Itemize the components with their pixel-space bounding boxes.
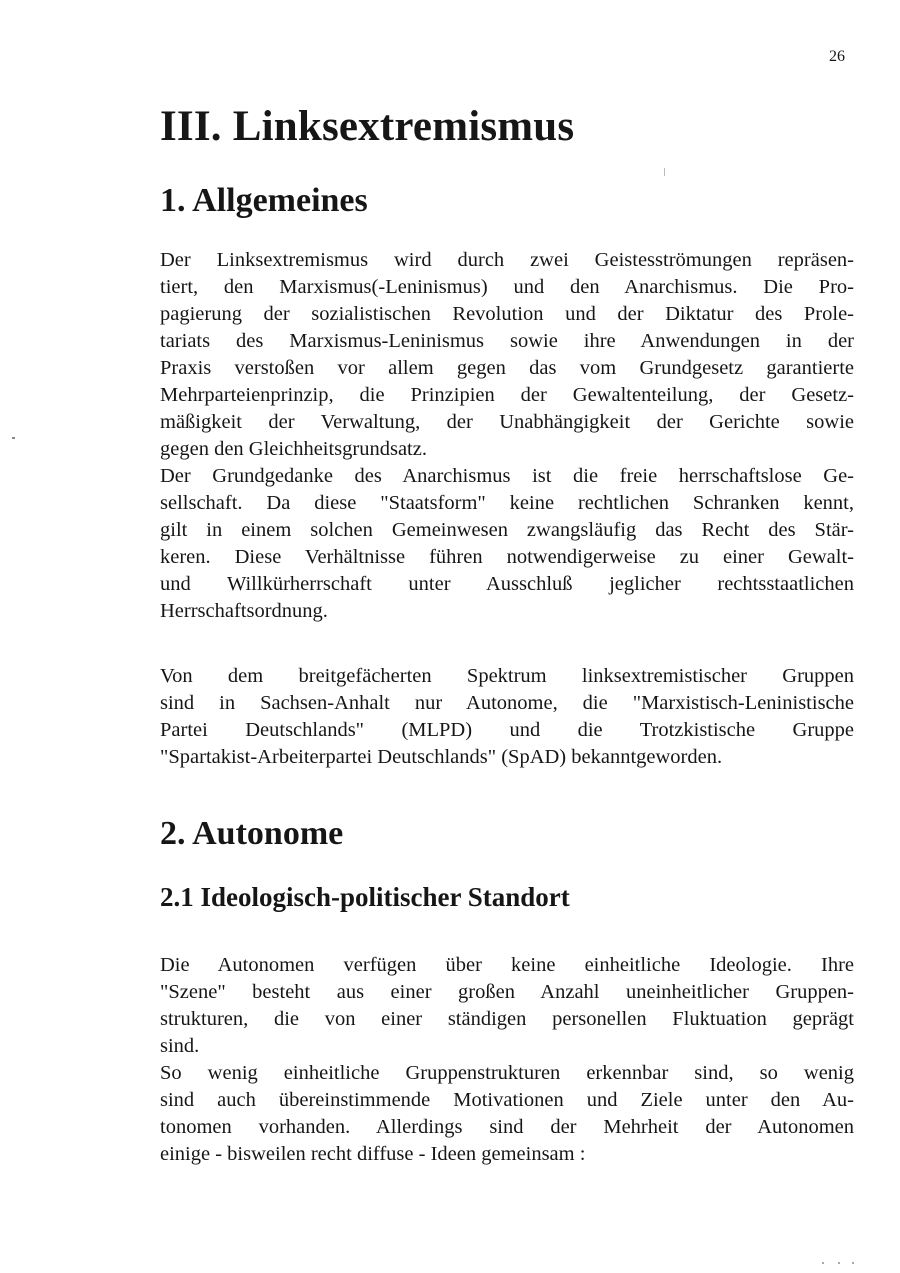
chapter-heading: III. Linksextremismus [160, 103, 575, 150]
text-line: "Szene" besteht aus einer großen Anzahl uneinheitlicher Gruppen- [160, 981, 854, 1003]
text-line: So wenig einheitliche Gruppenstrukturen erkennbar sind, so wenig [160, 1062, 854, 1084]
text-line: gilt in einem solchen Gemeinwesen zwangsläufig das Recht des Stär- [160, 519, 854, 541]
text-line: keren. Diese Verhältnisse führen notwendigerweise zu einer Gewalt- [160, 546, 854, 568]
text-line: tariats des Marxismus-Leninismus sowie ihre Anwendungen in der [160, 330, 854, 352]
text-line: Mehrparteienprinzip, die Prinzipien der Gewaltenteilung, der Gesetz- [160, 384, 854, 406]
text-line: sind auch übereinstimmende Motivationen und Ziele unter den Au- [160, 1089, 854, 1111]
scan-speck [822, 1262, 824, 1264]
paragraph-gruppen [160, 663, 854, 771]
scan-speck [838, 1262, 840, 1264]
text-line: Von dem breitgefächerten Spektrum linksextremistischer Gruppen [160, 665, 854, 687]
text-line: sind. [160, 1035, 200, 1057]
text-line: Partei Deutschlands" (MLPD) und die Trotzkistische Gruppe [160, 719, 854, 741]
paragraph-allgemeines [160, 247, 854, 625]
text-line: einige - bisweilen recht diffuse - Ideen gemeinsam : [160, 1143, 586, 1165]
text-line: "Spartakist-Arbeiterpartei Deutschlands" (SpAD) bekanntgeworden. [160, 746, 723, 768]
text-line: sellschaft. Da diese "Staatsform" keine rechtlichen Schranken kennt, [160, 492, 854, 514]
text-line: tiert, den Marxismus(-Leninismus) und den Anarchismus. Die Pro- [160, 276, 854, 298]
text-line: Die Autonomen verfügen über keine einheitliche Ideologie. Ihre [160, 954, 854, 976]
text-line: Der Grundgedanke des Anarchismus ist die freie herrschaftslose Ge- [160, 465, 854, 487]
text-line: und Willkürherrschaft unter Ausschluß jeglicher rechtsstaatlichen [160, 573, 854, 595]
text-line: Der Linksextremismus wird durch zwei Geistesströmungen repräsen- [160, 249, 854, 271]
page-number: 26 [829, 48, 845, 65]
scan-speck [852, 1262, 854, 1264]
text-line: strukturen, die von einer ständigen personellen Fluktuation geprägt [160, 1008, 854, 1030]
paragraph-autonome [160, 952, 854, 1168]
subsection-heading-standort: 2.1 Ideologisch-politischer Standort [160, 882, 570, 912]
text-line: Praxis verstoßen vor allem gegen das vom Grundgesetz garantierte [160, 357, 854, 379]
section-heading-allgemeines: 1. Allgemeines [160, 182, 368, 219]
text-line: tonomen vorhanden. Allerdings sind der Mehrheit der Autonomen [160, 1116, 854, 1138]
scan-speck [12, 437, 15, 439]
section-heading-autonome: 2. Autonome [160, 815, 344, 852]
text-line: pagierung der sozialistischen Revolution und der Diktatur des Prole- [160, 303, 854, 325]
text-line: Herrschaftsordnung. [160, 600, 328, 622]
scan-speck [664, 168, 665, 176]
text-line: sind in Sachsen-Anhalt nur Autonome, die "Marxistisch-Leninistische [160, 692, 854, 714]
text-line: gegen den Gleichheitsgrundsatz. [160, 438, 427, 460]
text-line: mäßigkeit der Verwaltung, der Unabhängigkeit der Gerichte sowie [160, 411, 854, 433]
